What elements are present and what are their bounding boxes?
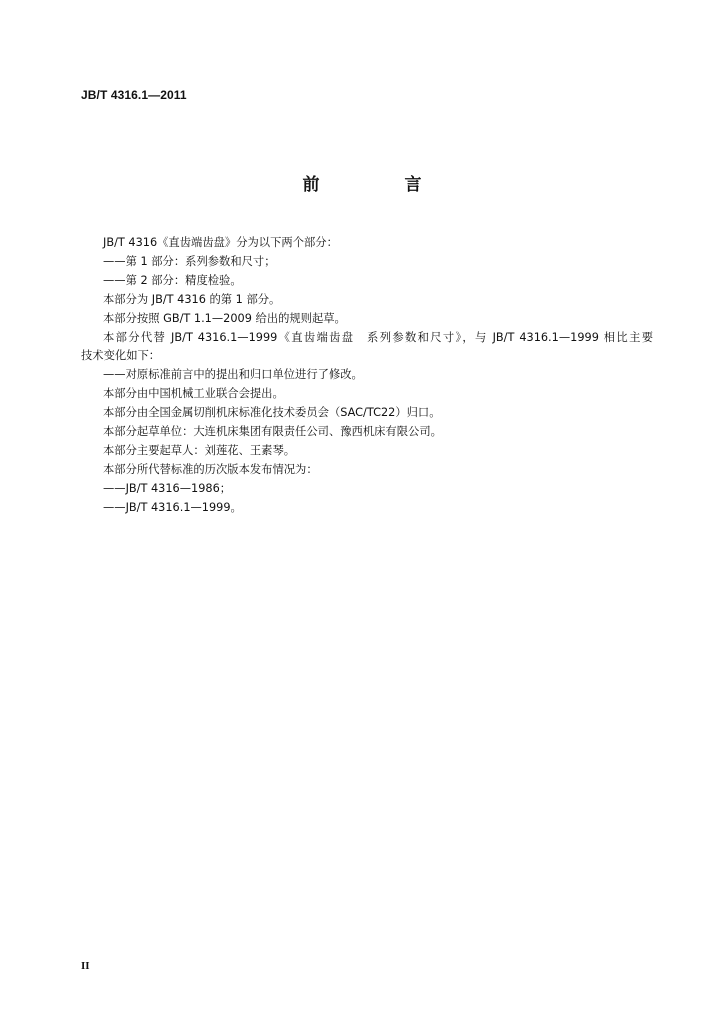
list-item: ——第 2 部分：精度检验。 (103, 273, 242, 287)
foreword-body (81, 234, 653, 518)
paragraph: 本部分代替 JB/T 4316.1—1999《直齿端齿盘 系列参数和尺寸》，与 JB/T 4316.1—1999 相比主要 (103, 330, 653, 344)
list-item: ——JB/T 4316—1986； (103, 481, 232, 495)
page-title: 前 言 (302, 175, 456, 195)
paragraph-continuation: 技术变化如下： (81, 349, 161, 363)
list-item: ——第 1 部分：系列参数和尺寸； (103, 254, 276, 268)
paragraph: 本部分按照 GB/T 1.1—2009 给出的规则起草。 (103, 311, 346, 325)
paragraph: 本部分所代替标准的历次版本发布情况为： (103, 462, 318, 476)
paragraph: 本部分为 JB/T 4316 的第 1 部分。 (103, 292, 281, 306)
page-number: II (81, 960, 90, 972)
list-item: ——JB/T 4316.1—1999。 (103, 500, 242, 514)
paragraph: 本部分由全国金属切削机床标准化技术委员会（SAC/TC22）归口。 (103, 406, 441, 420)
paragraph: 本部分主要起草人：刘莲花、王素琴。 (103, 443, 296, 457)
paragraph: 本部分起草单位：大连机床集团有限责任公司、豫西机床有限公司。 (103, 425, 442, 439)
list-item: ——对原标准前言中的提出和归口单位进行了修改。 (103, 368, 363, 382)
standard-number-header: JB/T 4316.1—2011 (81, 88, 187, 102)
paragraph: 本部分由中国机械工业联合会提出。 (103, 387, 284, 401)
paragraph: JB/T 4316《直齿端齿盘》分为以下两个部分： (103, 236, 338, 249)
